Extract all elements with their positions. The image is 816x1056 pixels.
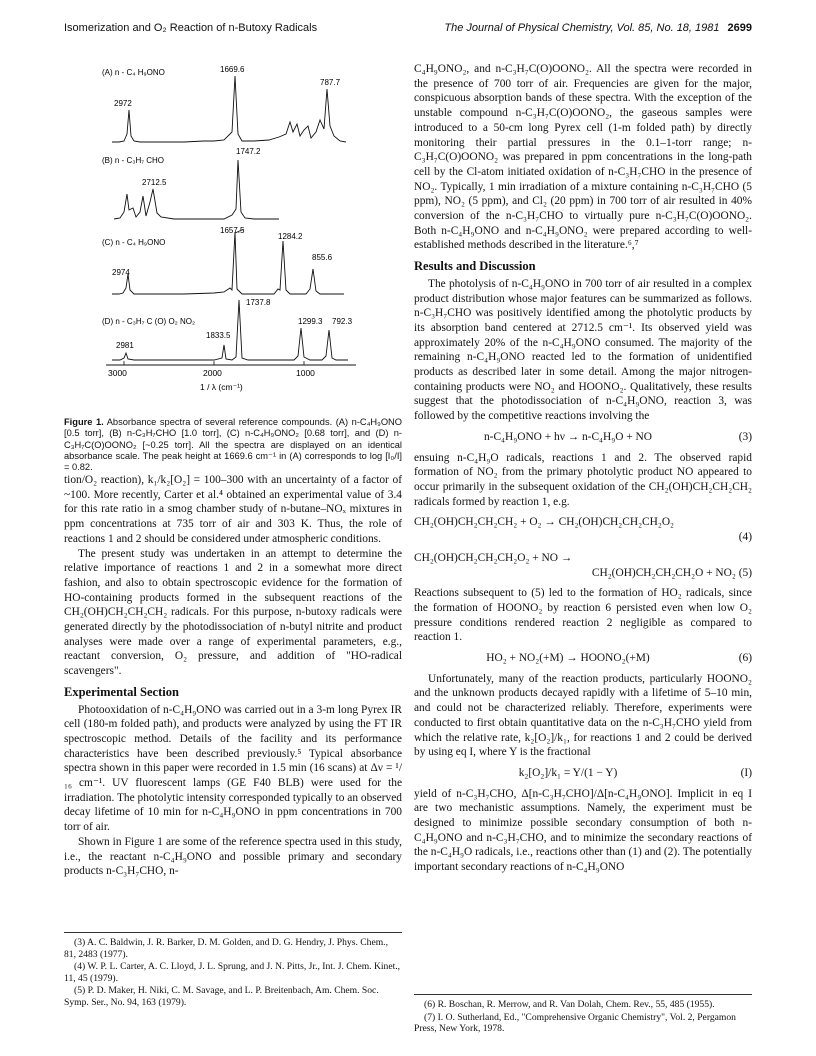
running-head-title: Isomerization and O₂ Reaction of n-Butoxy Radicals — [64, 22, 318, 34]
equation-3-text: n-C₄H₉ONO + hν → n-C₄H₉O + NO — [483, 430, 653, 443]
footnote-3: (3) A. C. Baldwin, J. R. Barker, D. M. Golden, and D. G. Hendry, J. Phys. Chem., 81, 2483 (1977). — [64, 937, 388, 960]
equation-6-text: HO₂ + NO₂(+M) → HOONO₂(+M) — [486, 652, 650, 665]
running-head-journal — [444, 22, 752, 34]
equation-6 — [414, 651, 752, 666]
panel-a-peak-1669: 1669.6 — [220, 65, 245, 74]
figure-1 — [64, 62, 402, 462]
footnote-7: (7) I. O. Sutherland, Ed., "Comprehensive Organic Chemistry", Vol. 2, Pergamon Press, New York, 1978. — [414, 1011, 736, 1035]
panel-a-spectrum — [112, 76, 346, 142]
x-tick-label-1000: 1000 — [296, 368, 315, 378]
right-paragraph-6: yield of n-C₃H₇CHO, Δ[n-C₃H₇CHO]/Δ[n-C₄H₉ONO]. Implicit in eq I are two mechanistic assumptions. Namely, the experiment must be designed to minimize possible secondary consumption of both n-C₄H₉ONO and n-C₃H₇CHO, and to minimize the secondary reactions of the n-C₄H₉O radicals, i.e., reactions other than (1) and (2). The potentially important secondary reactions of n-C₄H₉ONO — [414, 787, 752, 874]
left-paragraph-3: Photooxidation of n-C₄H₉ONO was carried out in a 3-m long Pyrex IR cell (180-m folded path), and products were analyzed by using the FT IR spectroscopic method. Details of the facility and its performance characteristics have been described previously.⁵ Typical absorbance spectra shown in this paper were recorded in 1.5 min (16 scans) at Δν = ¹/₁₆ cm⁻¹. UV fluorescent lamps (GE F40 BLB) were used for the irradiation. The photolytic intensity corresponded typically to an observed decay lifetime of 10 min for n-C₄H₉ONO in ppm concentrations in 700 torr of air. — [64, 703, 402, 834]
panel-d-label: (D) n - C₃H₇ C (O) O₂ NO₂ — [102, 317, 196, 326]
panel-c-peak-855: 855.6 — [312, 253, 333, 262]
panel-c-peak-1284: 1284.2 — [278, 232, 303, 241]
right-paragraph-5: Unfortunately, many of the reaction products, particularly HOONO₂ and the unknown products decayed rapidly with a lifetime of 5–10 min, and could not be characterized reliably. Therefore, experiments were conducted to first obtain quantitative data on the n-C₃H₇CHO yield from which the relative rate, k₂[O₂]/k₁, for reactions 1 and 2 could be derived by using eq I, where Y is the fractional — [414, 672, 752, 759]
equation-5-line-1: CH₂(OH)CH₂CH₂CH₂O₂ + NO → — [414, 551, 573, 564]
panel-d-peak-792: 792.3 — [332, 317, 353, 326]
left-paragraph-1: tion/O₂ reaction), k₁/k₂[O₂] = 100–300 with an uncertainty of a factor of ~100. More recently, Carter et al.⁴ obtained an experimental value of 3.4 for this rate ratio in a smog chamber study of n-butane–NOₓ mixtures in ppm concentrations at 735 torr of air and 303 K. Thus, the role of reactions 1 and 2 should be considered under atmospheric conditions. — [64, 474, 402, 545]
panel-d-peak-2981: 2981 — [116, 341, 134, 350]
equation-I-number: (I) — [740, 766, 752, 779]
left-paragraph-2: The present study was undertaken in an attempt to determine the relative importance of reactions 1 and 2 in a somewhat more direct fashion, and also to obtain spectroscopic evidence for the formation of HO-containing products formed in the subsequent reactions of the CH₂(OH)CH₂CH₂CH₂ radicals. For this purpose, n-butoxy radicals were generated directly by the photodissociation of n-butyl nitrite and product analyses were made over a range of experimental parameters, e.g., reactant conversion, O₂ pressure, and addition of "HO-radical scavengers". — [64, 547, 402, 678]
panel-a-peak-2972: 2972 — [114, 99, 132, 108]
x-tick-label-2000: 2000 — [203, 368, 222, 378]
equation-3 — [414, 430, 752, 445]
panel-b-peak-1747: 1747.2 — [236, 147, 261, 156]
equation-5 — [414, 551, 752, 580]
x-tick-label-3000: 3000 — [108, 368, 127, 378]
footnote-5: (5) P. D. Maker, H. Niki, C. M. Savage, and L. P. Breitenbach, Am. Chem. Soc. Symp. Ser., No. 94, 163 (1979). — [64, 985, 379, 1008]
right-footnotes — [414, 994, 752, 1036]
equation-3-number: (3) — [738, 430, 752, 443]
footnote-4: (4) W. P. L. Carter, A. C. Lloyd, J. L. Sprung, and J. N. Pitts, Jr., Int. J. Chem. Kinet., 11, 45 (1979). — [64, 961, 401, 984]
equation-I — [414, 766, 752, 781]
equation-I-text: k₂[O₂]/k₁ = Y/(1 − Y) — [518, 766, 618, 779]
figure-caption — [64, 417, 402, 473]
equation-4-number: (4) — [738, 531, 752, 544]
left-footnotes — [64, 932, 402, 1010]
equation-6-number: (6) — [738, 652, 752, 665]
experimental-section-heading: Experimental Section — [64, 684, 179, 699]
x-axis-label: 1 / λ (cm⁻¹) — [200, 382, 243, 392]
right-paragraph-2: The photolysis of n-C₄H₉ONO in 700 torr of air resulted in a complex product distribution whose major features can be summarized as follows. n-C₃H₇CHO was positively identified among the photolytic products by its absorption band centered at 2712.5 cm⁻¹. Its observed yield was approximately 20% of the n-C₄H₉ONO consumed. The majority of the remaining n-C₄H₉ONO reacted led to the formation of unidentified products as described later in some detail. Among the major nitrogen-containing products were NO₂ and HOONO₂. Qualitatively, these results suggest that the photodissociation of n-C₄H₉ONO, reaction 3, was followed by the competitive reactions involving the — [414, 277, 752, 423]
panel-a-label: (A) n - C₄ H₉ONO — [102, 68, 165, 77]
panel-d-peak-1833: 1833.5 — [206, 331, 231, 340]
equation-4 — [414, 515, 752, 544]
running-head — [64, 22, 752, 38]
panel-b-spectrum — [114, 160, 279, 219]
figure-caption-text: Absorbance spectra of several reference compounds. (A) n-C₄H₉ONO [0.5 torr], (B) n-C₃H₇CHO [1.0 torr], (C) n-C₄H₉ONO₂ [0.68 torr], and (D) n-C₃H₇C(O)OONO₂ [~0.25 torr]. All the spectra are displayed on an identical absorbance scale. The peak height at 1669.6 cm⁻¹ in (A) corresponds to log [I₀/I] = 0.82. — [64, 417, 402, 473]
journal-citation: The Journal of Physical Chemistry, Vol. 85, No. 18, 1981 — [444, 22, 720, 34]
panel-a-peak-787: 787.7 — [320, 78, 341, 87]
panel-b-label: (B) n - C₃H₇ CHO — [102, 156, 165, 165]
panel-d-spectrum — [112, 300, 348, 360]
equation-5-line-2: CH₂(OH)CH₂CH₂CH₂O + NO₂ (5) — [591, 566, 752, 579]
panel-c-label: (C) n - C₄ H₉ONO — [102, 238, 166, 247]
figure-caption-lead: Figure 1. — [64, 417, 104, 427]
panel-d-peak-1737: 1737.8 — [246, 298, 271, 307]
right-paragraph-4: Reactions subsequent to (5) led to the formation of HO₂ radicals, since the formation of HOONO₂ by reaction 6 persisted even when low O₂ pressure conditions rendered reaction 2 negligible as compared to reaction 1. — [414, 587, 752, 644]
footnote-6: (6) R. Boschan, R. Merrow, and R. Van Dolah, Chem. Rev., 55, 485 (1955). — [424, 999, 715, 1010]
panel-d-peak-1299: 1299.3 — [298, 317, 323, 326]
right-paragraph-3: ensuing n-C₄H₉O radicals, reactions 1 and 2. The observed rapid formation of NO₂ from the primary photolytic product NO appeared to occur primarily in the subsequent oxidation of the CH₂(OH)CH₂CH₂CH₂ radicals formed by reaction 1, e.g. — [414, 451, 752, 508]
panel-c-peak-2974: 2974 — [112, 268, 130, 277]
right-column-body — [414, 62, 752, 875]
panel-c-peak-1657: 1657.5 — [220, 226, 245, 235]
left-column-body — [64, 473, 402, 879]
right-paragraph-1: C₄H₉ONO₂, and n-C₃H₇C(O)OONO₂. All the spectra were recorded in the presence of 700 torr of air. Frequencies are given for the major, conspicuous absorption bands of these spectra. With the exception of the unstable compound n-C₃H₇C(O)OONO₂, the gaseous samples were introduced to a 50-cm long Pyrex cell (1-m folded path) by directly monitoring their partial pressures in the 0.1–1-torr range; n-C₃H₇C(O)OONO₂ was prepared in ppm concentrations in the long-path cell by the Cl-atom initiated oxidation of n-C₃H₇CHO in the presence of NO₂. Typically, 1 min irradiation of a mixture containing n-C₃H₇CHO (5 ppm), NO₂ (5 ppm), and Cl₂ (20 ppm) in 700 torr of air resulted in 40% conversion of the n-C₃H₇CHO to virtually pure n-C₃H₇C(O)OONO₂. Both n-C₄H₉ONO and n-C₄H₉ONO₂ were prepared according to well-established methods described in the literature.⁶,⁷ — [414, 63, 752, 252]
spectra-plot — [64, 62, 402, 412]
left-paragraph-4: Shown in Figure 1 are some of the reference spectra used in this study, i.e., the reactant n-C₄H₉ONO and possible primary and secondary products n-C₃H₇CHO, n- — [64, 835, 402, 878]
panel-b-peak-2712: 2712.5 — [142, 178, 167, 187]
results-section-heading: Results and Discussion — [414, 259, 536, 274]
page-number: 2699 — [727, 22, 752, 34]
equation-4-text: CH₂(OH)CH₂CH₂CH₂ + O₂ → CH₂(OH)CH₂CH₂CH₂O₂ — [414, 516, 675, 529]
